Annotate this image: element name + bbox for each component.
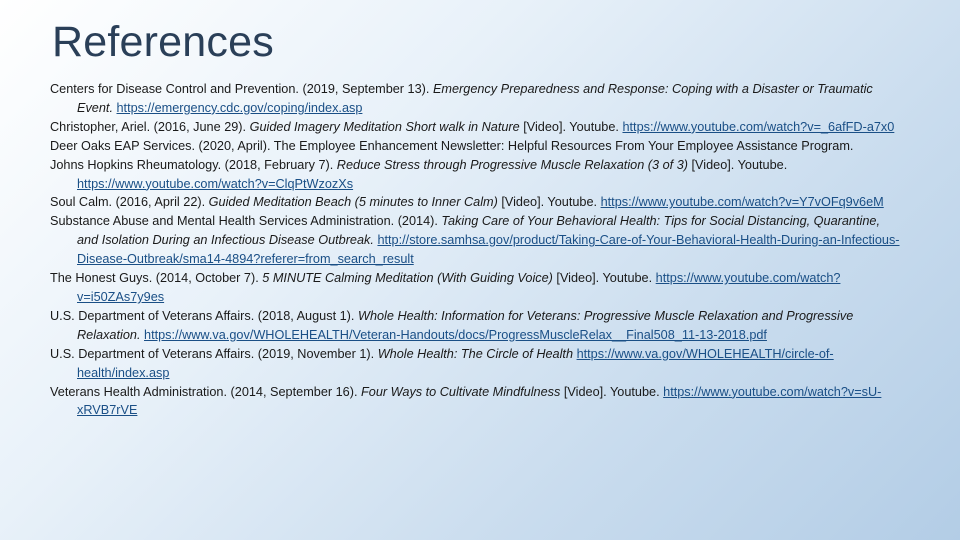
- reference-list: [50, 80, 900, 420]
- reference-item: [50, 80, 900, 118]
- reference-text: Veterans Health Administration. (2014, September 16).: [50, 384, 362, 399]
- reference-item: [50, 137, 900, 156]
- reference-title: Whole Health: The Circle of Health: [377, 346, 574, 361]
- reference-text: Soul Calm. (2016, April 22).: [50, 195, 209, 210]
- reference-link[interactable]: https://www.va.gov/WHOLEHEALTH/circle-of-health/index.asp: [77, 346, 834, 380]
- reference-item: [50, 269, 900, 307]
- reference-title: Whole Health: Information for Veterans: Progressive Muscle Relaxation and Progressive Relaxation.: [77, 308, 854, 342]
- reference-link[interactable]: http://store.samhsa.gov/product/Taking-Care-of-Your-Behavioral-Health-During-an-Infectious-Disease-Outbreak/sma14-4894?referer=from_search_result: [77, 233, 900, 267]
- reference-link[interactable]: https://www.youtube.com/watch?v=i50ZAs7y9es: [77, 271, 841, 304]
- reference-suffix: [Video]. Youtube.: [560, 384, 664, 399]
- reference-text: Johns Hopkins Rheumatology. (2018, February 7).: [50, 157, 337, 172]
- reference-title: 5 MINUTE Calming Meditation (With Guiding Voice): [262, 271, 553, 286]
- reference-link[interactable]: https://www.youtube.com/watch?v=Y7vOFq9v6eM: [600, 195, 884, 210]
- reference-item: [50, 307, 900, 345]
- reference-title: Four Ways to Cultivate Mindfulness: [361, 384, 561, 399]
- reference-text: Substance Abuse and Mental Health Services Administration. (2014).: [50, 214, 442, 229]
- reference-suffix: [Video]. Youtube.: [519, 119, 623, 134]
- reference-text: The Honest Guys. (2014, October 7).: [50, 271, 263, 286]
- reference-title: Guided Meditation Beach (5 minutes to Inner Calm): [208, 195, 498, 210]
- reference-item: [50, 118, 900, 137]
- reference-suffix: [Video]. Youtube.: [687, 157, 788, 172]
- reference-title: Guided Imagery Meditation Short walk in Nature: [249, 119, 520, 134]
- reference-item: [50, 193, 900, 212]
- reference-item: [50, 212, 900, 269]
- reference-link[interactable]: https://www.youtube.com/watch?v=sU-xRVB7rVE: [77, 384, 882, 418]
- page-title: References: [52, 18, 274, 66]
- reference-item: [50, 345, 900, 383]
- reference-text: Deer Oaks EAP Services. (2020, April). The Employee Enhancement Newsletter: Helpful Resources From Your Employee Assistance Program.: [50, 138, 854, 153]
- reference-suffix: [Video]. Youtube.: [552, 271, 656, 286]
- reference-text: Centers for Disease Control and Prevention. (2019, September 13).: [50, 82, 433, 96]
- reference-text: U.S. Department of Veterans Affairs. (2019, November 1).: [50, 346, 378, 361]
- reference-link[interactable]: https://emergency.cdc.gov/coping/index.asp: [116, 100, 363, 115]
- reference-item: [50, 383, 900, 421]
- reference-text: U.S. Department of Veterans Affairs. (2018, August 1).: [50, 308, 358, 323]
- reference-link[interactable]: https://www.youtube.com/watch?v=_6afFD-a7x0: [622, 119, 895, 134]
- reference-link[interactable]: https://www.va.gov/WHOLEHEALTH/Veteran-Handouts/docs/ProgressMuscleRelax__Final508_11-13-2018.pdf: [144, 327, 767, 342]
- reference-title: Reduce Stress through Progressive Muscle Relaxation (3 of 3): [336, 157, 688, 172]
- reference-suffix: [Video]. Youtube.: [497, 195, 601, 210]
- reference-text: Christopher, Ariel. (2016, June 29).: [50, 119, 250, 134]
- reference-item: [50, 156, 900, 194]
- reference-title: Taking Care of Your Behavioral Health: Tips for Social Distancing, Quarantine, and Isolation During an Infectious Disease Outbreak.: [77, 214, 880, 248]
- reference-link[interactable]: https://www.youtube.com/watch?v=ClqPtWzozXs: [77, 176, 354, 191]
- reference-title: Emergency Preparedness and Response: Coping with a Disaster or Traumatic Event.: [77, 82, 873, 115]
